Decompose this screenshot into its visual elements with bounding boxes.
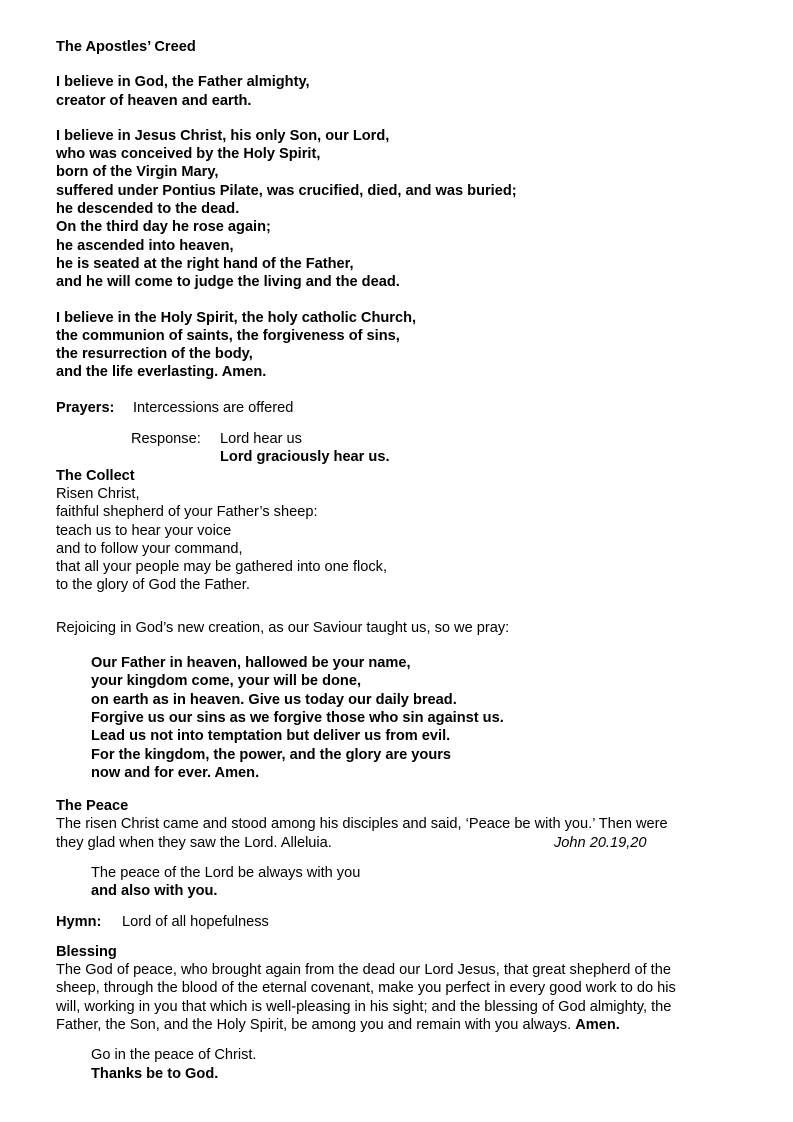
blessing-heading: Blessing (56, 943, 117, 960)
creed-line: On the third day he rose again; (56, 219, 271, 236)
creed-line: he ascended into heaven, (56, 237, 234, 254)
creed-line: who was conceived by the Holy Spirit, (56, 146, 321, 163)
creed-line: and the life everlasting. Amen. (56, 364, 267, 381)
lords-prayer-line: your kingdom come, your will be done, (91, 673, 362, 690)
collect-line: to the glory of God the Father. (56, 577, 250, 594)
collect-heading: The Collect (56, 467, 135, 484)
peace-text-line-2 (56, 834, 756, 852)
lords-prayer-line: Our Father in heaven, hallowed be your name, (91, 655, 411, 672)
creed-line: and he will come to judge the living and the dead. (56, 274, 400, 291)
collect-text (56, 485, 756, 595)
blessing-amen: Amen. (575, 1017, 620, 1034)
hymn-title: Lord of all hopefulness (122, 913, 269, 930)
creed-line: born of the Virgin Mary, (56, 164, 219, 181)
creed-line: creator of heaven and earth. (56, 92, 252, 109)
prayers-line (56, 399, 756, 417)
creed-line: I believe in Jesus Christ, his only Son, our Lord, (56, 127, 390, 144)
prayers-text: Intercessions are offered (133, 399, 294, 416)
response-label: Response: (131, 431, 201, 448)
collect-line: faithful shepherd of your Father’s sheep: (56, 504, 318, 521)
creed-line: he descended to the dead. (56, 201, 240, 218)
blessing-text-end: Father, the Son, and the Holy Spirit, be among you and remain with you always. (56, 1017, 572, 1034)
blessing-line: will, working in you that which is well-pleasing in his sight; and the blessing of God almighty, the (56, 998, 672, 1015)
response-line-1 (56, 430, 756, 448)
response-text-1: Lord hear us (220, 431, 302, 448)
blessing-line: sheep, through the blood of the eternal covenant, make you perfect in every good work to do his (56, 980, 676, 997)
order-of-service-page (56, 38, 756, 1083)
scripture-reference: John 20.19,20 (554, 834, 647, 851)
lords-prayer-line: Lead us not into temptation but deliver us from evil. (91, 728, 451, 745)
collect-line: Risen Christ, (56, 485, 140, 502)
collect-line: teach us to hear your voice (56, 522, 232, 539)
lords-prayer-line: For the kingdom, the power, and the glory are yours (91, 746, 452, 763)
dismissal-response: Thanks be to God. (91, 1065, 219, 1082)
collect-line: and to follow your command, (56, 540, 243, 557)
blessing-line-last (56, 1016, 756, 1034)
peace-call: The peace of the Lord be always with you (91, 864, 361, 881)
hymn-line (56, 913, 756, 931)
dismissal: Go in the peace of Christ. (91, 1047, 257, 1064)
prayers-label: Prayers: (56, 399, 115, 416)
peace-response: and also with you. (91, 883, 218, 900)
lords-prayer (56, 654, 756, 782)
creed-line: suffered under Pontius Pilate, was crucified, died, and was buried; (56, 182, 517, 199)
creed-line: he is seated at the right hand of the Father, (56, 255, 354, 272)
peace-text-line-1: The risen Christ came and stood among his disciples and said, ‘Peace be with you.’ Then were (56, 816, 668, 833)
collect-line: that all your people may be gathered into one flock, (56, 559, 388, 576)
lords-prayer-line: Forgive us our sins as we forgive those who sin against us. (91, 709, 504, 726)
creed-line: I believe in the Holy Spirit, the holy catholic Church, (56, 309, 417, 326)
response-text-2: Lord graciously hear us. (220, 449, 390, 466)
peace-heading: The Peace (56, 798, 129, 815)
creed-paragraph-2 (56, 127, 756, 292)
lords-prayer-intro: Rejoicing in God’s new creation, as our Saviour taught us, so we pray: (56, 619, 510, 636)
creed-line: I believe in God, the Father almighty, (56, 74, 310, 91)
lords-prayer-line: on earth as in heaven. Give us today our daily bread. (91, 691, 457, 708)
creed-line: the resurrection of the body, (56, 346, 253, 363)
creed-title: The Apostles’ Creed (56, 39, 196, 55)
creed-paragraph-1 (56, 73, 756, 110)
hymn-label: Hymn: (56, 913, 102, 930)
blessing-line: The God of peace, who brought again from the dead our Lord Jesus, that great shepherd of the (56, 962, 671, 979)
creed-line: the communion of saints, the forgiveness of sins, (56, 327, 400, 344)
peace-text: they glad when they saw the Lord. Alleluia. (56, 834, 332, 851)
blessing-text (56, 961, 756, 1034)
lords-prayer-line: now and for ever. Amen. (91, 764, 260, 781)
creed-paragraph-3 (56, 309, 756, 382)
